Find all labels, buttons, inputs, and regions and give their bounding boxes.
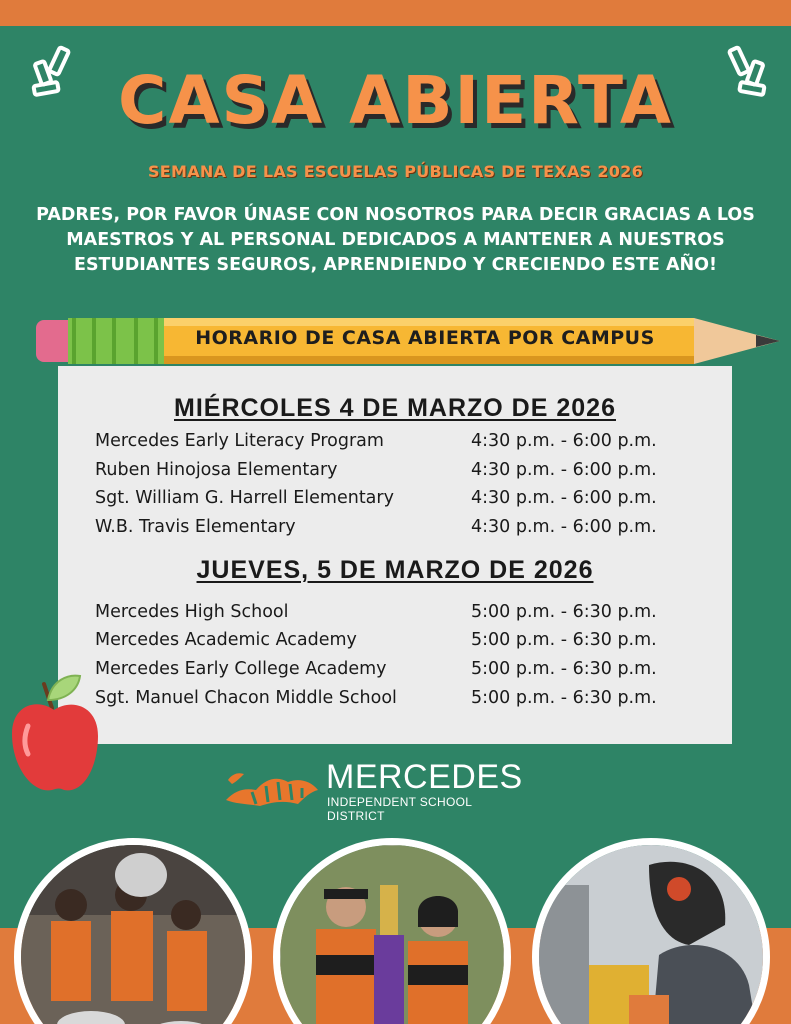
table-row [95,488,695,516]
page-subtitle: SEMANA DE LAS ESCUELAS PÚBLICAS DE TEXAS 2026 [147,162,644,181]
school-name: W.B. Travis Elementary [95,517,296,537]
school-name: Ruben Hinojosa Elementary [95,460,338,480]
soccer-trophy-photo [273,838,511,1024]
school-time: 5:00 p.m. - 6:30 p.m. [471,688,657,708]
school-name: Mercedes Early College Academy [95,659,387,679]
intro-text: PADRES, POR FAVOR ÚNASE CON NOSOTROS PARA DECIR GRACIAS A LOS MAESTROS Y AL PERSONAL DEDICADOS A MANTENER A NUESTROS ESTUDIANTES SEGUROS, APRENDIENDO Y CRECIENDO ESTE AÑO! [36,205,755,275]
welding-photo [532,838,770,1024]
table-row [95,431,695,459]
school-time: 4:30 p.m. - 6:00 p.m. [471,460,657,480]
top-orange-bar [0,0,791,26]
table-row [95,517,695,545]
school-time: 5:00 p.m. - 6:30 p.m. [471,659,657,679]
school-name: Mercedes Early Literacy Program [95,431,384,451]
table-row [95,460,695,488]
tiger-logo-icon [222,760,322,810]
band-photo [14,838,252,1024]
table-row [95,688,695,716]
school-time: 4:30 p.m. - 6:00 p.m. [471,517,657,537]
district-name: MERCEDES [326,758,523,796]
school-time: 4:30 p.m. - 6:00 p.m. [471,431,657,451]
apple-icon [8,670,102,800]
page-title: CASA ABIERTA [118,62,673,139]
table-row [95,630,695,658]
district-subtitle: INDEPENDENT SCHOOL DISTRICT [327,795,472,823]
pencil-label: HORARIO DE CASA ABIERTA POR CAMPUS [195,327,655,349]
district-logo [222,756,523,823]
table-row [95,659,695,687]
school-name: Mercedes High School [95,602,289,622]
school-time: 4:30 p.m. - 6:00 p.m. [471,488,657,508]
school-name: Mercedes Academic Academy [95,630,357,650]
school-time: 5:00 p.m. - 6:30 p.m. [471,602,657,622]
table-row [95,602,695,630]
day2-heading: JUEVES, 5 DE MARZO DE 2026 [196,556,594,584]
school-name: Sgt. William G. Harrell Elementary [95,488,394,508]
day1-heading: MIÉRCOLES 4 DE MARZO DE 2026 [174,394,616,422]
school-name: Sgt. Manuel Chacon Middle School [95,688,397,708]
school-time: 5:00 p.m. - 6:30 p.m. [471,630,657,650]
schedule-panel [58,366,732,744]
